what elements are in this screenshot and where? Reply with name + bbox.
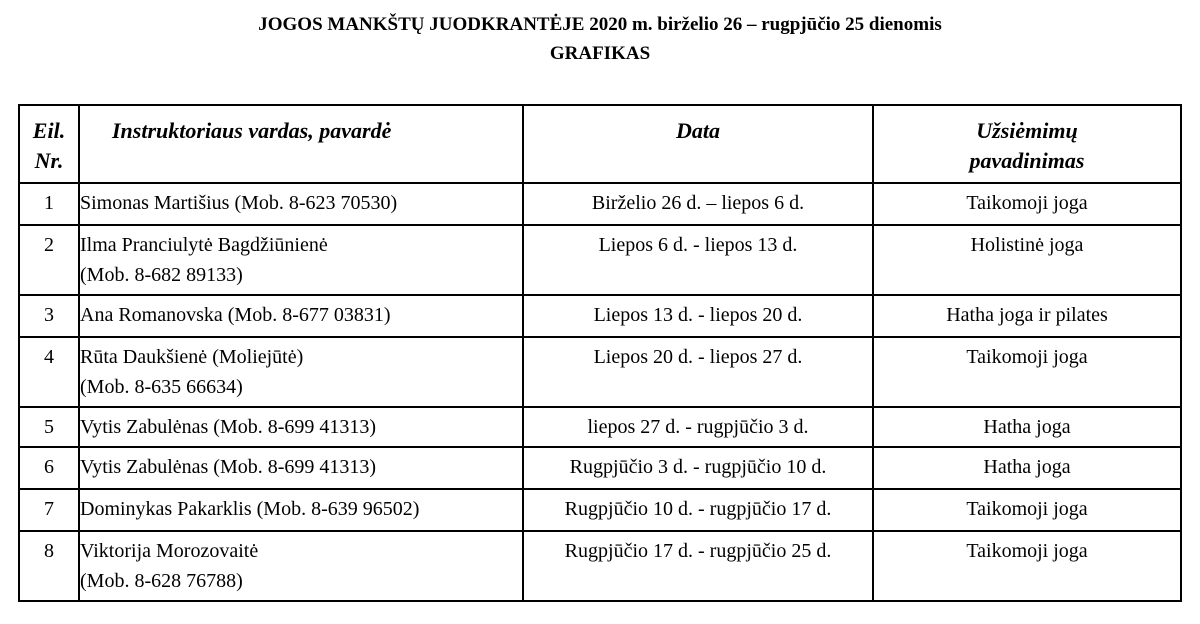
- instructor-name: Vytis Zabulėnas (Mob. 8-699 41313): [80, 416, 377, 438]
- instructor-phone: (Mob. 8-682 89133): [80, 264, 243, 286]
- table-row: [19, 183, 1181, 225]
- schedule-table: [18, 104, 1182, 602]
- class-type: Hatha joga: [873, 407, 1181, 447]
- class-type: Taikomoji joga: [873, 337, 1181, 407]
- instructor-name: Ana Romanovska (Mob. 8-677 03831): [80, 304, 391, 326]
- instructor-cell: [79, 407, 523, 447]
- row-number: 2: [19, 225, 79, 295]
- class-type: Taikomoji joga: [873, 489, 1181, 531]
- row-number: 3: [19, 295, 79, 337]
- date-range: Birželio 26 d. – liepos 6 d.: [523, 183, 873, 225]
- table-row: [19, 489, 1181, 531]
- instructor-name: Viktorija Morozovaitė: [80, 540, 259, 562]
- date-range: Rugpjūčio 17 d. - rugpjūčio 25 d.: [523, 531, 873, 601]
- class-type: Hatha joga ir pilates: [873, 295, 1181, 337]
- instructor-name: Dominykas Pakarklis (Mob. 8-639 96502): [80, 498, 420, 520]
- instructor-phone: (Mob. 8-628 76788): [80, 570, 243, 592]
- instructor-cell: [79, 183, 523, 225]
- header-instructor: Instruktoriaus vardas, pavardė: [79, 105, 523, 183]
- class-type: Taikomoji joga: [873, 531, 1181, 601]
- header-type: [873, 105, 1181, 183]
- header-date: Data: [523, 105, 873, 183]
- instructor-name: Simonas Martišius (Mob. 8-623 70530): [80, 192, 398, 214]
- row-number: 6: [19, 447, 79, 489]
- table-row: [19, 407, 1181, 447]
- row-number: 8: [19, 531, 79, 601]
- class-type: Taikomoji joga: [873, 183, 1181, 225]
- class-type: Holistinė joga: [873, 225, 1181, 295]
- row-number: 1: [19, 183, 79, 225]
- instructor-cell: [79, 225, 523, 295]
- instructor-name: Ilma Pranciulytė Bagdžiūnienė: [80, 234, 328, 256]
- table-header-row: [19, 105, 1181, 183]
- instructor-name: Rūta Daukšienė (Moliejūtė): [80, 346, 304, 368]
- header-nr: [19, 105, 79, 183]
- header-type-line1: Užsiėmimų: [976, 118, 1078, 143]
- date-range: liepos 27 d. - rugpjūčio 3 d.: [523, 407, 873, 447]
- instructor-cell: [79, 531, 523, 601]
- row-number: 7: [19, 489, 79, 531]
- table-row: [19, 295, 1181, 337]
- instructor-cell: [79, 337, 523, 407]
- date-range: Rugpjūčio 10 d. - rugpjūčio 17 d.: [523, 489, 873, 531]
- date-range: Liepos 6 d. - liepos 13 d.: [523, 225, 873, 295]
- row-number: 5: [19, 407, 79, 447]
- header-type-line2: pavadinimas: [969, 148, 1085, 173]
- document-title: JOGOS MANKŠTŲ JUODKRANTĖJE 2020 m. birželio 26 – rugpjūčio 25 dienomis: [258, 14, 942, 35]
- table-row: [19, 531, 1181, 601]
- date-range: Rugpjūčio 3 d. - rugpjūčio 10 d.: [523, 447, 873, 489]
- header-nr-line2: Nr.: [34, 148, 64, 173]
- instructor-name: Vytis Zabulėnas (Mob. 8-699 41313): [80, 456, 377, 478]
- header-nr-line1: Eil.: [32, 118, 66, 143]
- table-row: [19, 225, 1181, 295]
- instructor-cell: [79, 447, 523, 489]
- table-row: [19, 447, 1181, 489]
- instructor-phone: (Mob. 8-635 66634): [80, 376, 243, 398]
- date-range: Liepos 13 d. - liepos 20 d.: [523, 295, 873, 337]
- table-row: [19, 337, 1181, 407]
- instructor-cell: [79, 489, 523, 531]
- class-type: Hatha joga: [873, 447, 1181, 489]
- row-number: 4: [19, 337, 79, 407]
- document-subtitle: GRAFIKAS: [549, 43, 651, 64]
- instructor-cell: [79, 295, 523, 337]
- date-range: Liepos 20 d. - liepos 27 d.: [523, 337, 873, 407]
